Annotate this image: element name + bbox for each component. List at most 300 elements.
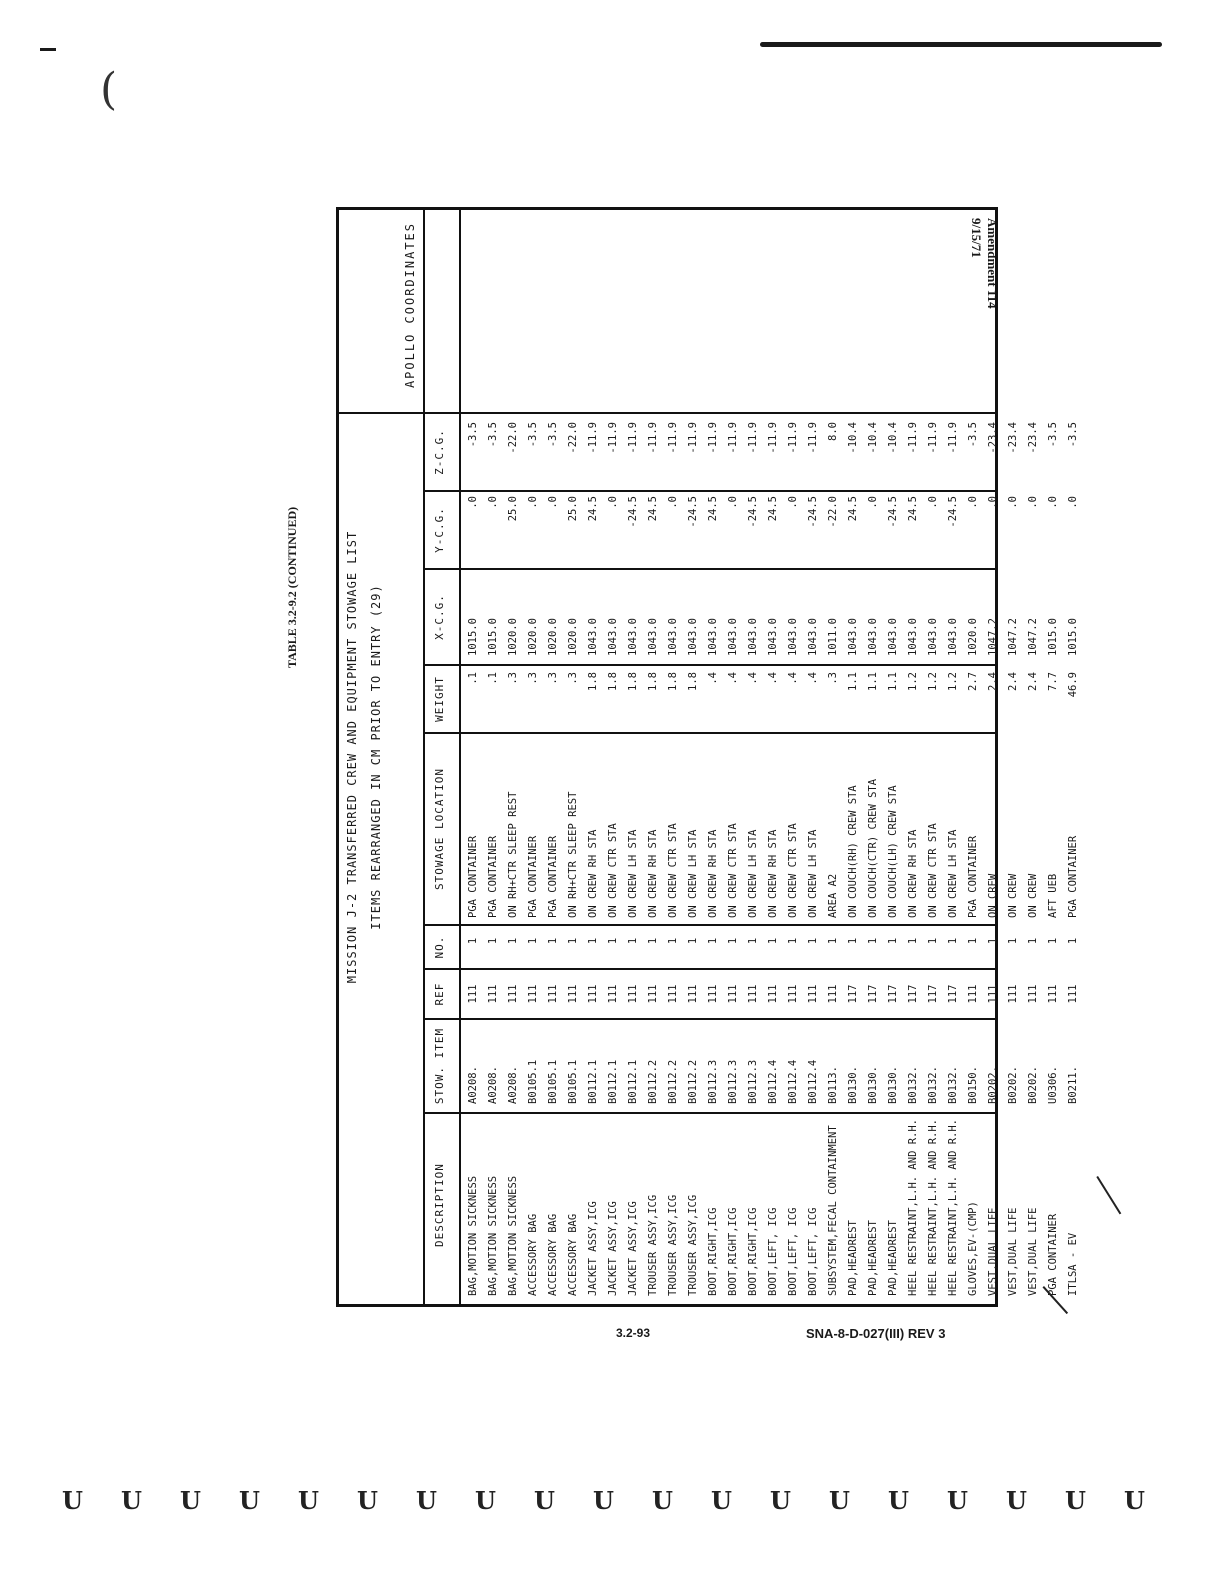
index-tab-mark: U [593, 1486, 614, 1515]
row-description: ACCESSORY BAG [547, 1213, 559, 1296]
row-no: 1 [867, 937, 879, 945]
index-tab-mark: U [1065, 1486, 1086, 1515]
row-stow-item: B0112.4 [787, 1059, 799, 1104]
row-weight: .4 [787, 672, 799, 685]
row-stow-item: B0150. [967, 1066, 979, 1104]
stowage-table [336, 207, 1079, 1307]
row-no: 1 [827, 937, 839, 945]
row-stow-item: B0112.3 [707, 1059, 719, 1104]
row-z-cg: -22.0 [507, 422, 519, 454]
row-z-cg: -11.9 [747, 422, 759, 454]
row-stowage-location: ON CREW RH STA [587, 829, 599, 918]
index-tab-mark: U [770, 1486, 791, 1515]
row-y-cg: .0 [987, 496, 999, 509]
table-row [523, 210, 543, 1304]
index-tab-mark: U [1124, 1486, 1145, 1515]
index-tab-mark: U [888, 1486, 909, 1515]
row-no: 1 [847, 937, 859, 945]
table-row [983, 210, 1003, 1304]
row-z-cg: -3.5 [527, 422, 539, 448]
table-frame [336, 207, 1079, 1307]
row-weight: 2.7 [967, 672, 979, 691]
row-y-cg: -24.5 [687, 496, 699, 528]
row-y-cg: .0 [467, 496, 479, 509]
row-ref: 111 [747, 984, 759, 1004]
row-stowage-location: PGA CONTAINER [467, 835, 479, 918]
row-x-cg: 1043.0 [747, 618, 759, 656]
row-description: BOOT,LEFT, ICG [787, 1207, 799, 1296]
row-y-cg: 24.5 [847, 496, 859, 522]
row-description: JACKET ASSY,ICG [627, 1201, 639, 1296]
row-description: HEEL RESTRAINT,L.H. AND R.H. [907, 1118, 919, 1296]
table-row [923, 210, 943, 1304]
row-stowage-location: ON CREW LH STA [627, 829, 639, 918]
row-x-cg: 1043.0 [627, 618, 639, 656]
row-x-cg: 1020.0 [527, 618, 539, 656]
row-z-cg: -3.5 [487, 422, 499, 448]
table-title: MISSION J-2 TRANSFERRED CREW AND EQUIPMENT STOWAGE LIST [345, 530, 359, 984]
row-x-cg: 1047.2 [1027, 618, 1039, 656]
row-weight: 1.8 [607, 672, 619, 691]
row-description: SUBSYSTEM,FECAL CONTAINMENT [827, 1125, 839, 1296]
row-stow-item: B0130. [887, 1066, 899, 1104]
row-y-cg: .0 [1007, 496, 1019, 509]
row-stowage-location: ON CREW LH STA [947, 829, 959, 918]
table-row [483, 210, 503, 1304]
row-z-cg: -3.5 [547, 422, 559, 448]
header-y-cg: Y-C.G. [433, 507, 446, 553]
row-stow-item: B0132. [907, 1066, 919, 1104]
row-stowage-location: ON CREW RH STA [767, 829, 779, 918]
row-weight: .1 [487, 672, 499, 685]
row-weight: .1 [467, 672, 479, 685]
row-z-cg: -3.5 [467, 422, 479, 448]
row-stow-item: B0112.2 [647, 1059, 659, 1104]
row-ref: 117 [887, 984, 899, 1004]
row-z-cg: -11.9 [647, 422, 659, 454]
row-y-cg: .0 [927, 496, 939, 509]
header-weight: WEIGHT [433, 676, 446, 722]
row-no: 1 [987, 937, 999, 945]
table-row [463, 210, 483, 1304]
row-stowage-location: ON CREW [1027, 873, 1039, 918]
row-ref: 111 [567, 984, 579, 1004]
row-x-cg: 1015.0 [1047, 618, 1059, 656]
header-no: NO. [433, 935, 446, 959]
header-stow-item: STOW. ITEM [433, 1027, 446, 1105]
row-x-cg: 1043.0 [887, 618, 899, 656]
row-x-cg: 1043.0 [787, 618, 799, 656]
row-y-cg: -24.5 [947, 496, 959, 528]
table-row [563, 210, 583, 1304]
row-description: PAD,HEADREST [867, 1220, 879, 1296]
row-description: VEST,DUAL LIFE [1027, 1207, 1039, 1296]
row-y-cg: .0 [787, 496, 799, 509]
row-z-cg: -11.9 [707, 422, 719, 454]
row-description: BAG,MOTION SICKNESS [507, 1175, 519, 1296]
row-weight: .3 [527, 672, 539, 685]
row-x-cg: 1043.0 [947, 618, 959, 656]
row-x-cg: 1043.0 [907, 618, 919, 656]
row-description: ACCESSORY BAG [527, 1213, 539, 1296]
row-z-cg: -11.9 [587, 422, 599, 454]
index-tab-mark: U [947, 1486, 968, 1515]
row-y-cg: .0 [1047, 496, 1059, 509]
table-row [503, 210, 523, 1304]
row-y-cg: 24.5 [907, 496, 919, 522]
table-row [763, 210, 783, 1304]
row-ref: 111 [727, 984, 739, 1004]
row-weight: 1.1 [867, 672, 879, 691]
row-x-cg: 1020.0 [567, 618, 579, 656]
row-ref: 111 [767, 984, 779, 1004]
row-no: 1 [1067, 937, 1079, 945]
row-y-cg: .0 [607, 496, 619, 509]
row-description: TROUSER ASSY,ICG [667, 1194, 679, 1296]
index-tab-mark: U [1006, 1486, 1027, 1515]
row-no: 1 [647, 937, 659, 945]
row-ref: 111 [547, 984, 559, 1004]
table-row [943, 210, 963, 1304]
row-no: 1 [567, 937, 579, 945]
row-stow-item: U0306. [1047, 1066, 1059, 1104]
index-tab-mark: U [62, 1486, 83, 1515]
row-weight: 7.7 [1047, 672, 1059, 691]
row-ref: 111 [1047, 984, 1059, 1004]
row-stowage-location: ON RH+CTR SLEEP REST [567, 791, 579, 918]
row-description: TROUSER ASSY,ICG [687, 1194, 699, 1296]
table-row [863, 210, 883, 1304]
table-row [823, 210, 843, 1304]
row-stow-item: B0112.3 [727, 1059, 739, 1104]
row-y-cg: -24.5 [627, 496, 639, 528]
row-ref: 111 [967, 984, 979, 1004]
row-stowage-location: ON CREW RH STA [907, 829, 919, 918]
table-row [903, 210, 923, 1304]
row-x-cg: 1020.0 [967, 618, 979, 656]
row-y-cg: 24.5 [647, 496, 659, 522]
row-no: 1 [887, 937, 899, 945]
table-row [543, 210, 563, 1304]
row-weight: .4 [767, 672, 779, 685]
row-x-cg: 1043.0 [607, 618, 619, 656]
row-description: BAG,MOTION SICKNESS [467, 1175, 479, 1296]
row-stow-item: B0132. [927, 1066, 939, 1104]
row-stow-item: B0112.3 [747, 1059, 759, 1104]
row-y-cg: 25.0 [567, 496, 579, 522]
index-tab-mark: U [357, 1486, 378, 1515]
row-z-cg: -11.9 [667, 422, 679, 454]
row-z-cg: -10.4 [867, 422, 879, 454]
row-weight: .3 [567, 672, 579, 685]
table-row [963, 210, 983, 1304]
row-ref: 111 [507, 984, 519, 1004]
row-stowage-location: AFT UEB [1047, 873, 1059, 918]
table-row [743, 210, 763, 1304]
row-ref: 111 [607, 984, 619, 1004]
row-x-cg: 1043.0 [847, 618, 859, 656]
row-stowage-location: ON CREW [1007, 873, 1019, 918]
table-row [883, 210, 903, 1304]
row-stow-item: B0130. [847, 1066, 859, 1104]
row-stow-item: B0112.1 [607, 1059, 619, 1104]
table-caption: TABLE 3.2-9.2 (CONTINUED) [285, 506, 299, 668]
table-body [463, 210, 1083, 1304]
row-stow-item: B0113. [827, 1066, 839, 1104]
row-ref: 117 [867, 984, 879, 1004]
table-row [683, 210, 703, 1304]
row-description: BOOT,LEFT, ICG [807, 1207, 819, 1296]
row-y-cg: .0 [487, 496, 499, 509]
scan-mark [1096, 1176, 1121, 1214]
amendment-date: 9/15/71 [969, 218, 984, 258]
row-description: HEEL RESTRAINT,L.H. AND R.H. [947, 1118, 959, 1296]
index-tab-mark: U [711, 1486, 732, 1515]
row-weight: 1.8 [687, 672, 699, 691]
row-weight: .3 [547, 672, 559, 685]
row-no: 1 [707, 937, 719, 945]
row-x-cg: 1043.0 [727, 618, 739, 656]
row-stowage-location: ON CREW CTR STA [927, 823, 939, 918]
table-row [603, 210, 623, 1304]
row-description: PGA CONTAINER [1047, 1213, 1059, 1296]
row-no: 1 [587, 937, 599, 945]
row-stowage-location: PGA CONTAINER [487, 835, 499, 918]
row-stowage-location: ON COUCH(LH) CREW STA [887, 785, 899, 918]
row-stowage-location: ON RH+CTR SLEEP REST [507, 791, 519, 918]
row-weight: 1.8 [587, 672, 599, 691]
row-stow-item: A0208. [507, 1066, 519, 1104]
table-row [803, 210, 823, 1304]
row-ref: 111 [827, 984, 839, 1004]
row-z-cg: -22.0 [567, 422, 579, 454]
table-row [1043, 210, 1063, 1304]
row-stowage-location: PGA CONTAINER [967, 835, 979, 918]
row-x-cg: 1020.0 [507, 618, 519, 656]
row-stowage-location: ON CREW CTR STA [787, 823, 799, 918]
row-description: BOOT,RIGHT,ICG [727, 1207, 739, 1296]
table-row [1023, 210, 1043, 1304]
index-tab-mark: U [416, 1486, 437, 1515]
row-no: 1 [687, 937, 699, 945]
row-no: 1 [747, 937, 759, 945]
index-tab-marks [0, 1486, 1220, 1526]
row-stowage-location: ON COUCH(CTR) CREW STA [867, 778, 879, 918]
row-x-cg: 1043.0 [667, 618, 679, 656]
row-stow-item: A0208. [487, 1066, 499, 1104]
row-ref: 111 [667, 984, 679, 1004]
row-ref: 117 [847, 984, 859, 1004]
row-z-cg: -11.9 [727, 422, 739, 454]
row-ref: 111 [787, 984, 799, 1004]
row-no: 1 [727, 937, 739, 945]
table-header-row [423, 210, 461, 1304]
row-no: 1 [547, 937, 559, 945]
row-x-cg: 1043.0 [707, 618, 719, 656]
row-z-cg: -11.9 [907, 422, 919, 454]
row-x-cg: 1047.2 [987, 618, 999, 656]
row-y-cg: -24.5 [807, 496, 819, 528]
row-stow-item: A0208. [467, 1066, 479, 1104]
row-z-cg: -11.9 [687, 422, 699, 454]
row-y-cg: .0 [867, 496, 879, 509]
row-stowage-location: ON CREW RH STA [647, 829, 659, 918]
row-stowage-location: ON CREW RH STA [707, 829, 719, 918]
row-z-cg: -11.9 [927, 422, 939, 454]
row-weight: 46.9 [1067, 672, 1079, 698]
scan-paren-mark: ( [100, 64, 118, 115]
row-stowage-location: ON CREW CTR STA [727, 823, 739, 918]
row-no: 1 [947, 937, 959, 945]
row-weight: 1.8 [647, 672, 659, 691]
table-row [663, 210, 683, 1304]
row-x-cg: 1043.0 [807, 618, 819, 656]
row-no: 1 [907, 937, 919, 945]
row-weight: .4 [807, 672, 819, 685]
row-no: 1 [1047, 937, 1059, 945]
table-row [1063, 210, 1083, 1304]
row-stow-item: B0211. [1067, 1066, 1079, 1104]
row-ref: 111 [587, 984, 599, 1004]
row-stow-item: B0112.4 [807, 1059, 819, 1104]
row-stow-item: B0112.1 [627, 1059, 639, 1104]
row-stowage-location: ON CREW LH STA [807, 829, 819, 918]
row-stow-item: B0105.1 [527, 1059, 539, 1104]
row-y-cg: .0 [967, 496, 979, 509]
row-no: 1 [607, 937, 619, 945]
row-y-cg: 24.5 [707, 496, 719, 522]
row-ref: 117 [947, 984, 959, 1004]
row-weight: 1.2 [947, 672, 959, 691]
row-x-cg: 1043.0 [587, 618, 599, 656]
row-stowage-location: ON COUCH(RH) CREW STA [847, 785, 859, 918]
row-description: VEST,DUAL LIFE [987, 1207, 999, 1296]
row-y-cg: 24.5 [767, 496, 779, 522]
row-x-cg: 1043.0 [687, 618, 699, 656]
row-x-cg: 1015.0 [467, 618, 479, 656]
table-row [723, 210, 743, 1304]
header-ref: REF [433, 982, 446, 1006]
row-z-cg: -11.9 [947, 422, 959, 454]
row-z-cg: -3.5 [1047, 422, 1059, 448]
table-row [703, 210, 723, 1304]
row-z-cg: -11.9 [607, 422, 619, 454]
row-weight: .4 [707, 672, 719, 685]
row-weight: 1.2 [907, 672, 919, 691]
table-row [783, 210, 803, 1304]
row-description: BAG,MOTION SICKNESS [487, 1175, 499, 1296]
row-ref: 111 [1007, 984, 1019, 1004]
row-x-cg: 1047.2 [1007, 618, 1019, 656]
scan-streak [760, 42, 1162, 47]
row-no: 1 [1027, 937, 1039, 945]
row-x-cg: 1015.0 [1067, 618, 1079, 656]
row-no: 1 [787, 937, 799, 945]
table-row [583, 210, 603, 1304]
row-ref: 111 [647, 984, 659, 1004]
row-stow-item: B0105.1 [567, 1059, 579, 1104]
row-no: 1 [807, 937, 819, 945]
row-ref: 111 [707, 984, 719, 1004]
index-tab-mark: U [475, 1486, 496, 1515]
header-description: DESCRIPTION [433, 1163, 446, 1247]
row-ref: 111 [467, 984, 479, 1004]
row-x-cg: 1011.0 [827, 618, 839, 656]
row-stow-item: B0130. [867, 1066, 879, 1104]
row-weight: .4 [747, 672, 759, 685]
row-weight: 1.1 [887, 672, 899, 691]
row-y-cg: .0 [667, 496, 679, 509]
row-no: 1 [667, 937, 679, 945]
row-stow-item: B0112.1 [587, 1059, 599, 1104]
row-weight: 2.4 [987, 672, 999, 691]
row-y-cg: .0 [527, 496, 539, 509]
table-row [623, 210, 643, 1304]
row-z-cg: -3.5 [967, 422, 979, 448]
row-z-cg: -11.9 [807, 422, 819, 454]
row-stow-item: B0202. [1007, 1066, 1019, 1104]
row-weight: 1.2 [927, 672, 939, 691]
row-ref: 111 [527, 984, 539, 1004]
row-y-cg: .0 [547, 496, 559, 509]
row-z-cg: -23.4 [1007, 422, 1019, 454]
row-no: 1 [627, 937, 639, 945]
row-ref: 111 [987, 984, 999, 1004]
header-stowage-location: STOWAGE LOCATION [433, 768, 446, 890]
row-y-cg: 25.0 [507, 496, 519, 522]
row-z-cg: -3.5 [1067, 422, 1079, 448]
row-description: GLOVES,EV-(CMP) [967, 1201, 979, 1296]
row-weight: 1.1 [847, 672, 859, 691]
row-z-cg: -10.4 [847, 422, 859, 454]
row-z-cg: -11.9 [767, 422, 779, 454]
row-no: 1 [1007, 937, 1019, 945]
row-description: BOOT,RIGHT,ICG [747, 1207, 759, 1296]
row-z-cg: -10.4 [887, 422, 899, 454]
row-y-cg: .0 [1067, 496, 1079, 509]
row-x-cg: 1043.0 [647, 618, 659, 656]
header-x-cg: X-C.G. [433, 594, 446, 640]
table-subtitle: ITEMS REARRANGED IN CM PRIOR TO ENTRY (29) [369, 584, 383, 930]
row-stow-item: B0132. [947, 1066, 959, 1104]
index-tab-mark: U [180, 1486, 201, 1515]
row-no: 1 [927, 937, 939, 945]
row-stowage-location: ON CREW [987, 873, 999, 918]
row-description: HEEL RESTRAINT,L.H. AND R.H. [927, 1118, 939, 1296]
page-number: 3.2-93 [616, 1326, 651, 1340]
row-stowage-location: ON CREW LH STA [687, 829, 699, 918]
row-ref: 117 [927, 984, 939, 1004]
row-z-cg: -11.9 [787, 422, 799, 454]
row-stowage-location: PGA CONTAINER [1067, 835, 1079, 918]
row-no: 1 [487, 937, 499, 945]
row-weight: 1.8 [667, 672, 679, 691]
index-tab-mark: U [534, 1486, 555, 1515]
row-no: 1 [967, 937, 979, 945]
row-description: JACKET ASSY,ICG [607, 1201, 619, 1296]
row-z-cg: -23.4 [987, 422, 999, 454]
row-no: 1 [767, 937, 779, 945]
row-stowage-location: PGA CONTAINER [547, 835, 559, 918]
row-ref: 111 [1027, 984, 1039, 1004]
row-description: JACKET ASSY,ICG [587, 1201, 599, 1296]
row-y-cg: .0 [1027, 496, 1039, 509]
row-ref: 111 [487, 984, 499, 1004]
index-tab-mark: U [239, 1486, 260, 1515]
row-description: PAD,HEADREST [847, 1220, 859, 1296]
row-y-cg: -24.5 [747, 496, 759, 528]
row-weight: 2.4 [1027, 672, 1039, 691]
